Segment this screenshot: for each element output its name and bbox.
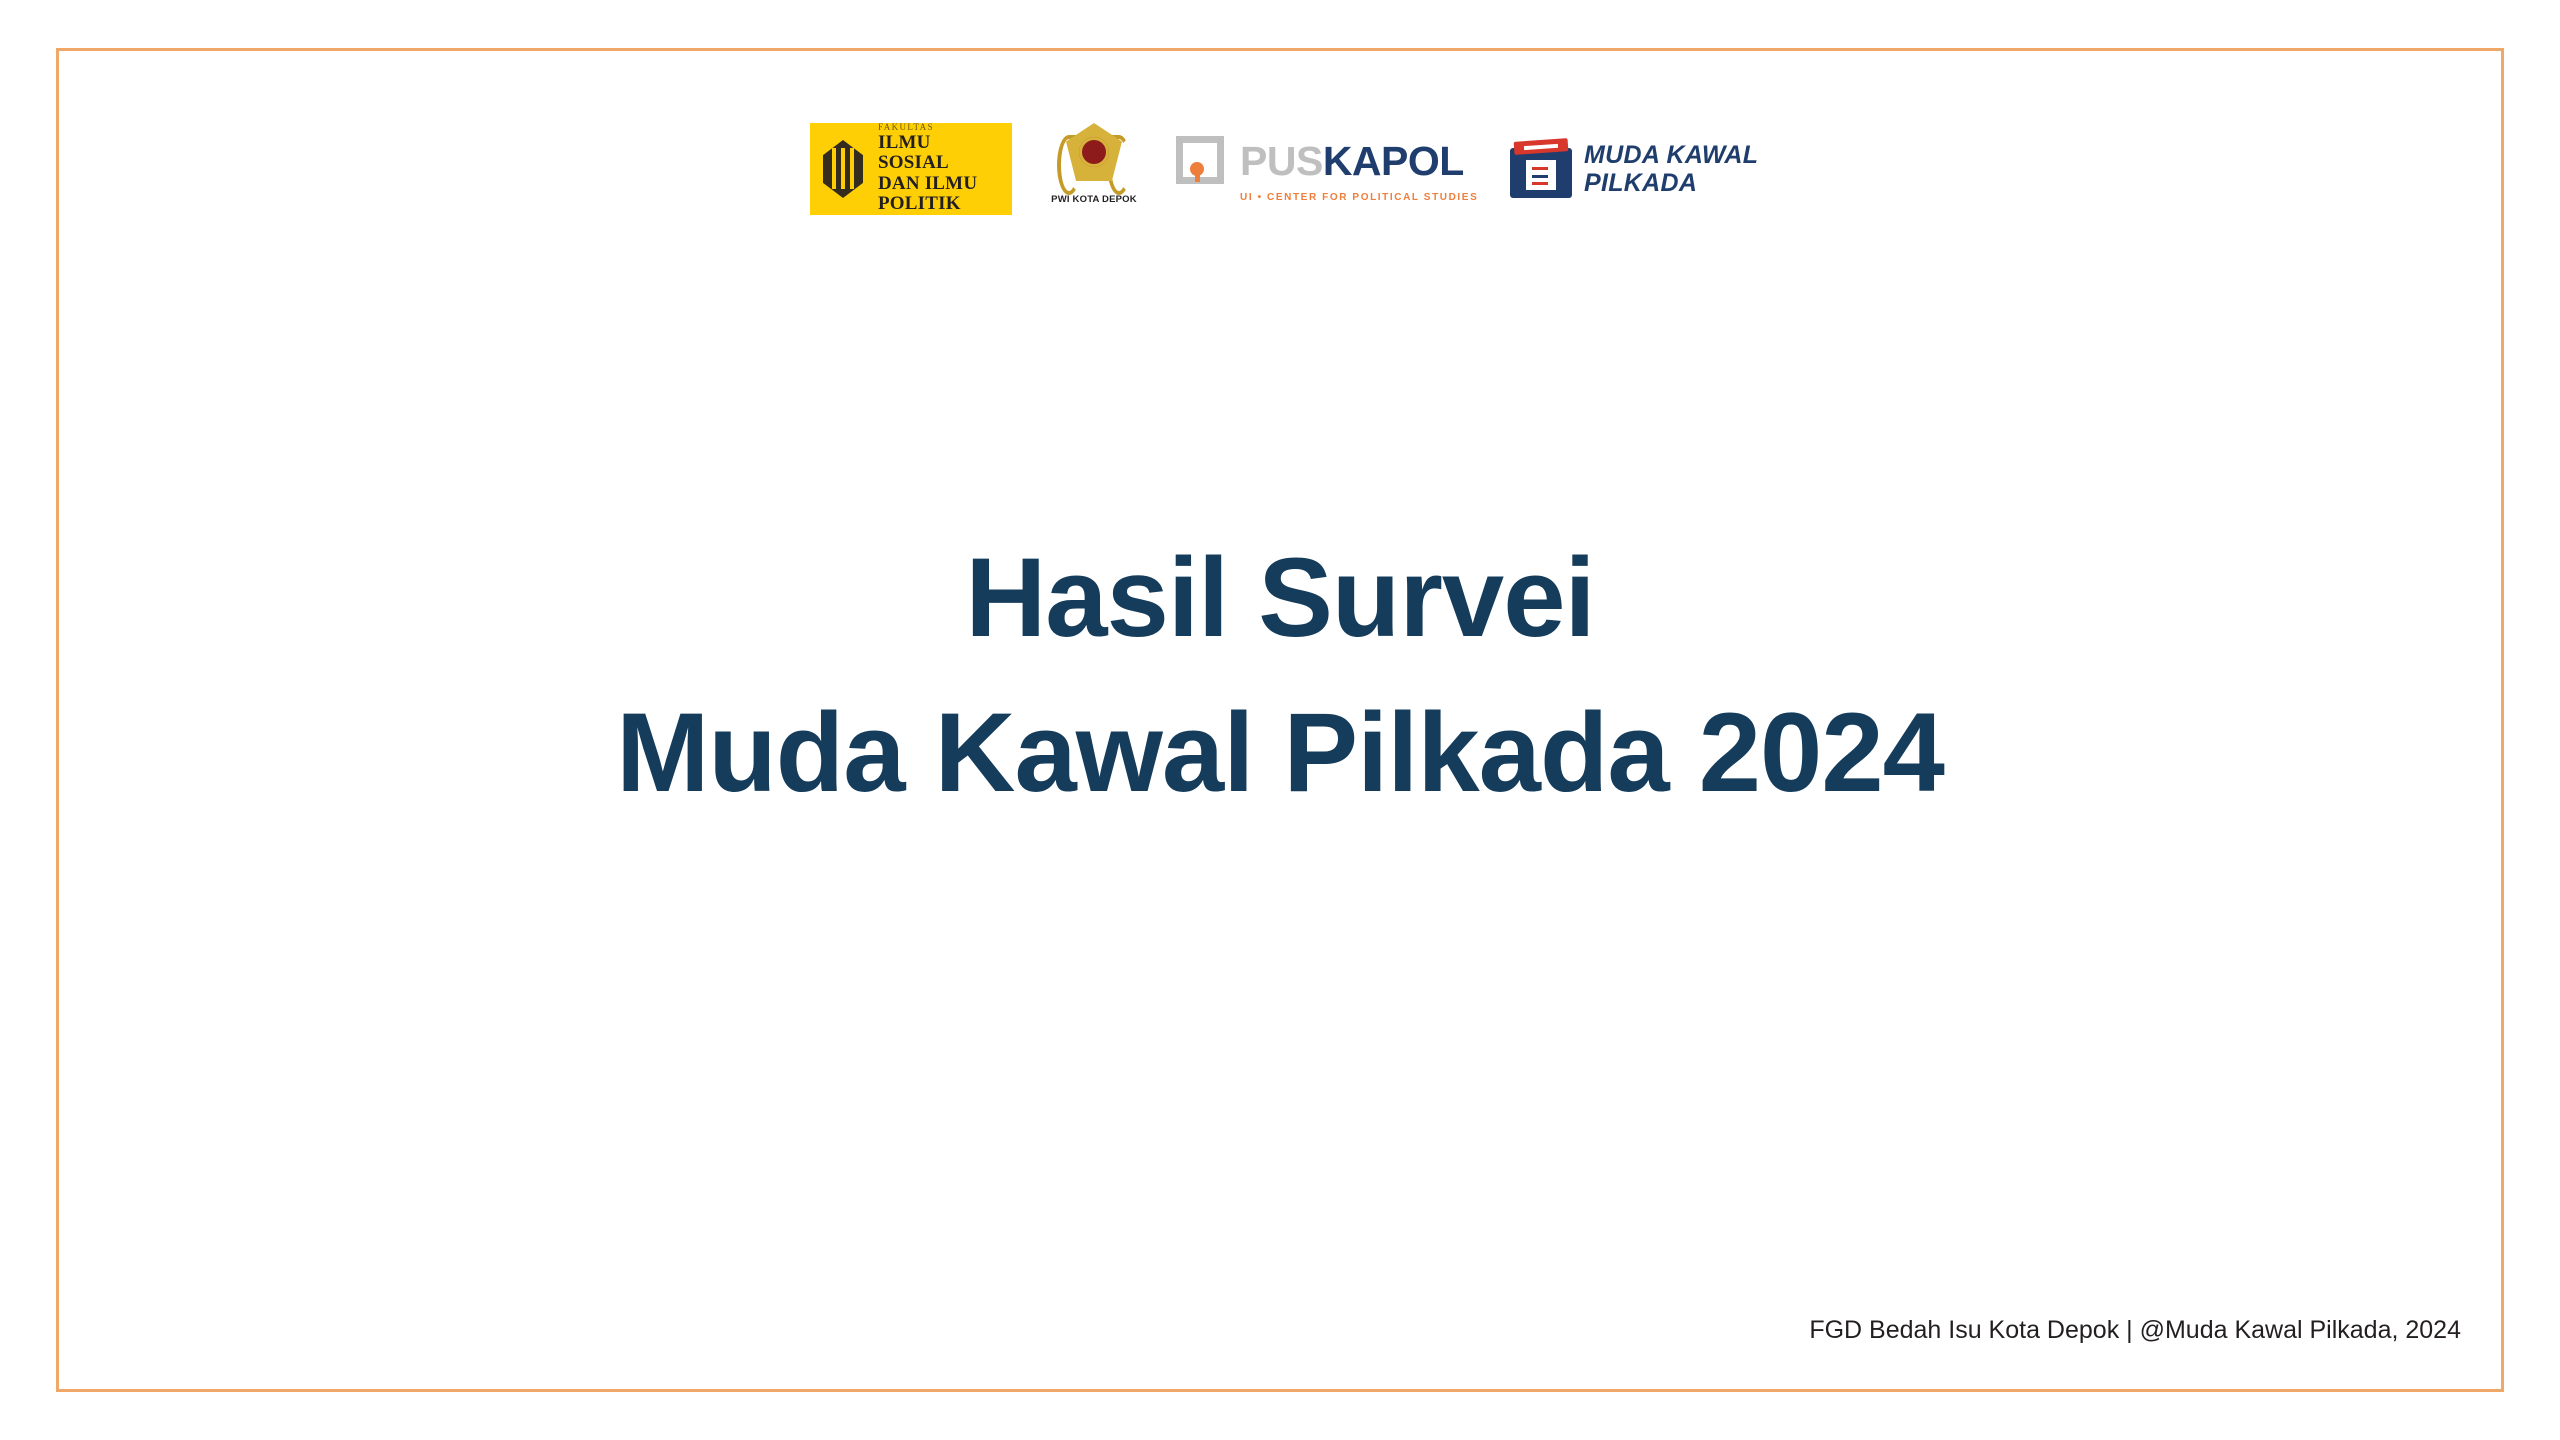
fisip-ui-logo [810, 123, 1012, 215]
makara-ui-icon [816, 134, 870, 204]
puskapol-wordmark [1240, 138, 1464, 184]
logo-strip [59, 121, 2501, 217]
slide-title-line-1: Hasil Survei [965, 535, 1595, 660]
puskapol-word-part-1: PUS [1240, 138, 1323, 184]
puskapol-square-icon [1176, 136, 1228, 188]
pwi-caption: PWI KOTA DEPOK [1051, 194, 1137, 205]
slide-title [59, 521, 2501, 830]
slide-canvas [56, 48, 2504, 1392]
mkp-wordmark [1584, 141, 1758, 197]
mkp-line-1: MUDA KAWAL [1584, 141, 1759, 169]
pwi-emblem-icon [1057, 121, 1131, 193]
puskapol-subtitle: UI • CENTER FOR POLITICAL STUDIES [1240, 191, 1479, 203]
fisip-faculty-label: FAKULTAS [878, 122, 934, 133]
fisip-line-1: ILMU SOSIAL [878, 131, 949, 174]
muda-kawal-pilkada-logo [1510, 126, 1759, 212]
mkp-line-2: PILKADA [1584, 169, 1698, 197]
puskapol-word-part-2: KAPOL [1322, 138, 1464, 184]
puskapol-ui-logo [1176, 126, 1479, 212]
slide-title-line-2: Muda Kawal Pilkada 2024 [616, 689, 1944, 815]
ballot-box-icon [1510, 138, 1572, 200]
pwi-kota-depok-logo [1046, 121, 1142, 217]
fisip-line-3: POLITIK [878, 193, 961, 215]
fisip-line-2: DAN ILMU [878, 172, 978, 194]
fisip-ui-logo-text [878, 123, 1006, 215]
slide-footer: FGD Bedah Isu Kota Depok | @Muda Kawal Pilkada, 2024 [1809, 1316, 2461, 1344]
